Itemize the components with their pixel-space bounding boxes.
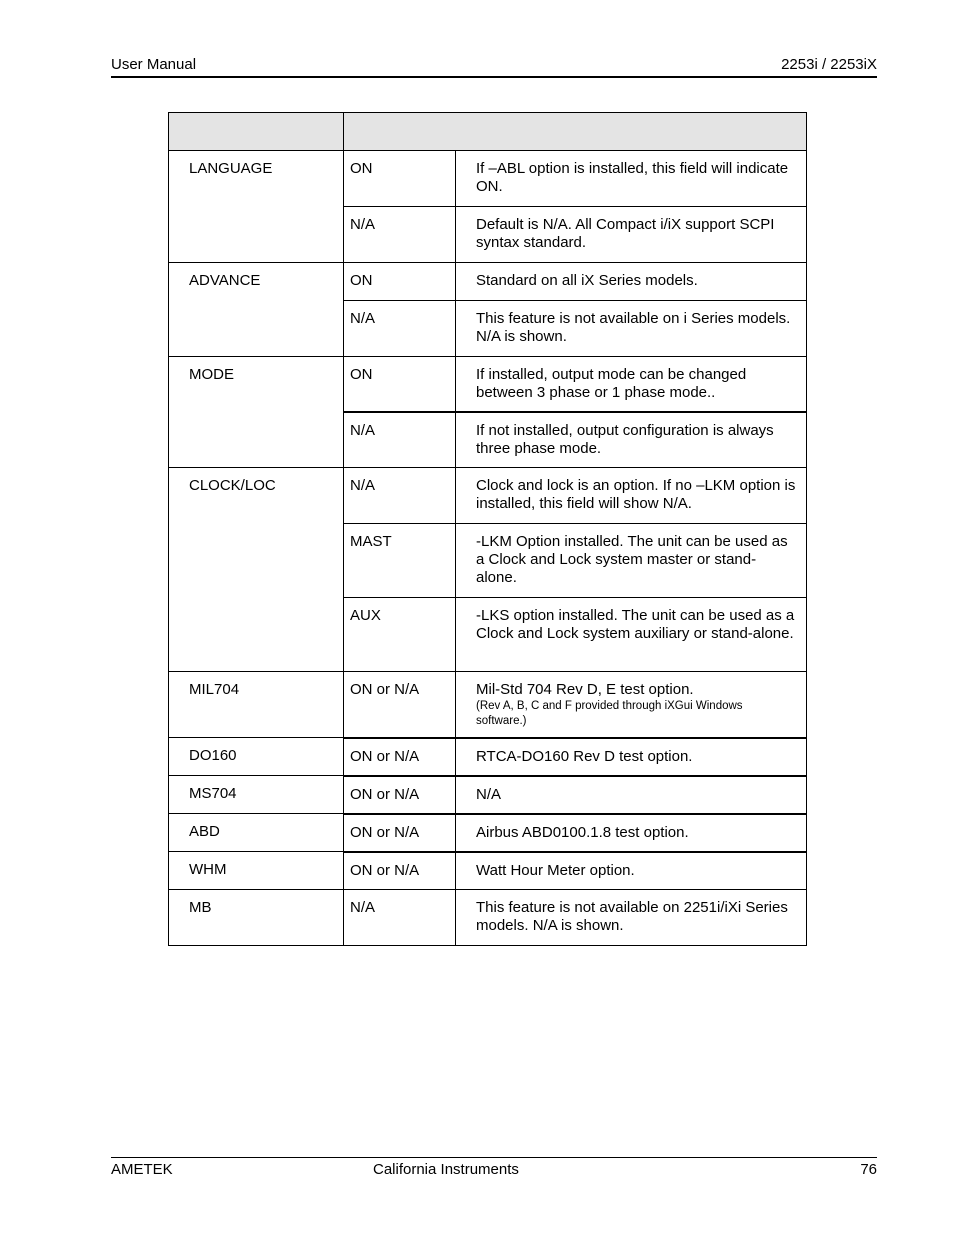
table-row xyxy=(169,852,807,890)
description-cell xyxy=(456,672,807,738)
field-name-cell: LANGUAGE xyxy=(169,151,344,263)
header-model: 2253i / 2253iX xyxy=(781,56,877,73)
description-cell: RTCA-DO160 Rev D test option. xyxy=(456,738,807,776)
description-cell: Clock and lock is an option. If no –LKM option is installed, this field will show N/A. xyxy=(456,468,807,524)
table-row xyxy=(169,468,807,524)
table-row xyxy=(169,263,807,301)
description-text: Mil-Std 704 Rev D, E test option. xyxy=(476,681,694,698)
field-name-cell: MODE xyxy=(169,357,344,468)
field-name-cell: ADVANCE xyxy=(169,263,344,357)
description-cell: -LKS option installed. The unit can be used as a Clock and Lock system auxiliary or stand-alone. xyxy=(456,598,807,672)
table-row xyxy=(169,151,807,207)
value-cell: N/A xyxy=(344,301,456,357)
header-rule xyxy=(111,76,877,78)
table-row xyxy=(169,814,807,852)
field-name-cell: MIL704 xyxy=(169,672,344,738)
value-cell: ON or N/A xyxy=(344,672,456,738)
value-cell: N/A xyxy=(344,468,456,524)
description-cell: If not installed, output configuration is always three phase mode. xyxy=(456,412,807,468)
table-row xyxy=(169,890,807,946)
description-cell: -LKM Option installed. The unit can be used as a Clock and Lock system master or stand-alone. xyxy=(456,524,807,598)
description-cell: N/A xyxy=(456,776,807,814)
description-cell: Default is N/A. All Compact i/iX support SCPI syntax standard. xyxy=(456,207,807,263)
value-cell: N/A xyxy=(344,207,456,263)
header-title: User Manual xyxy=(111,56,197,73)
value-cell: ON or N/A xyxy=(344,814,456,852)
field-name-cell: MB xyxy=(169,890,344,946)
description-cell: This feature is not available on 2251i/iXi Series models. N/A is shown. xyxy=(456,890,807,946)
description-cell: Standard on all iX Series models. xyxy=(456,263,807,301)
field-name-cell: CLOCK/LOC xyxy=(169,468,344,672)
value-cell: ON xyxy=(344,357,456,412)
value-cell: ON or N/A xyxy=(344,738,456,776)
table-row xyxy=(169,357,807,412)
value-cell: MAST xyxy=(344,524,456,598)
footer-company: AMETEK xyxy=(111,1161,173,1178)
value-cell: N/A xyxy=(344,412,456,468)
description-note: (Rev A, B, C and F provided through iXGui Windows software.) xyxy=(476,700,743,727)
table-row xyxy=(169,776,807,814)
field-name-cell: DO160 xyxy=(169,738,344,776)
footer-division: California Instruments xyxy=(373,1161,519,1178)
value-cell: N/A xyxy=(344,890,456,946)
value-cell: ON xyxy=(344,263,456,301)
value-cell: ON xyxy=(344,151,456,207)
description-cell: If installed, output mode can be changed between 3 phase or 1 phase mode.. xyxy=(456,357,807,412)
description-cell: Watt Hour Meter option. xyxy=(456,852,807,890)
options-table xyxy=(168,112,807,946)
table-row xyxy=(169,672,807,738)
description-cell: Airbus ABD0100.1.8 test option. xyxy=(456,814,807,852)
field-name-cell: WHM xyxy=(169,852,344,890)
table-row xyxy=(169,738,807,776)
page-number: 76 xyxy=(860,1161,877,1178)
footer-rule xyxy=(111,1157,877,1158)
header-cell-field xyxy=(169,113,344,151)
field-name-cell: ABD xyxy=(169,814,344,852)
description-cell: This feature is not available on i Series models. N/A is shown. xyxy=(456,301,807,357)
table-header-row xyxy=(169,113,807,151)
value-cell: ON or N/A xyxy=(344,852,456,890)
value-cell: ON or N/A xyxy=(344,776,456,814)
header-cell-setting xyxy=(344,113,807,151)
value-cell: AUX xyxy=(344,598,456,672)
description-cell: If –ABL option is installed, this field will indicate ON. xyxy=(456,151,807,207)
field-name-cell: MS704 xyxy=(169,776,344,814)
